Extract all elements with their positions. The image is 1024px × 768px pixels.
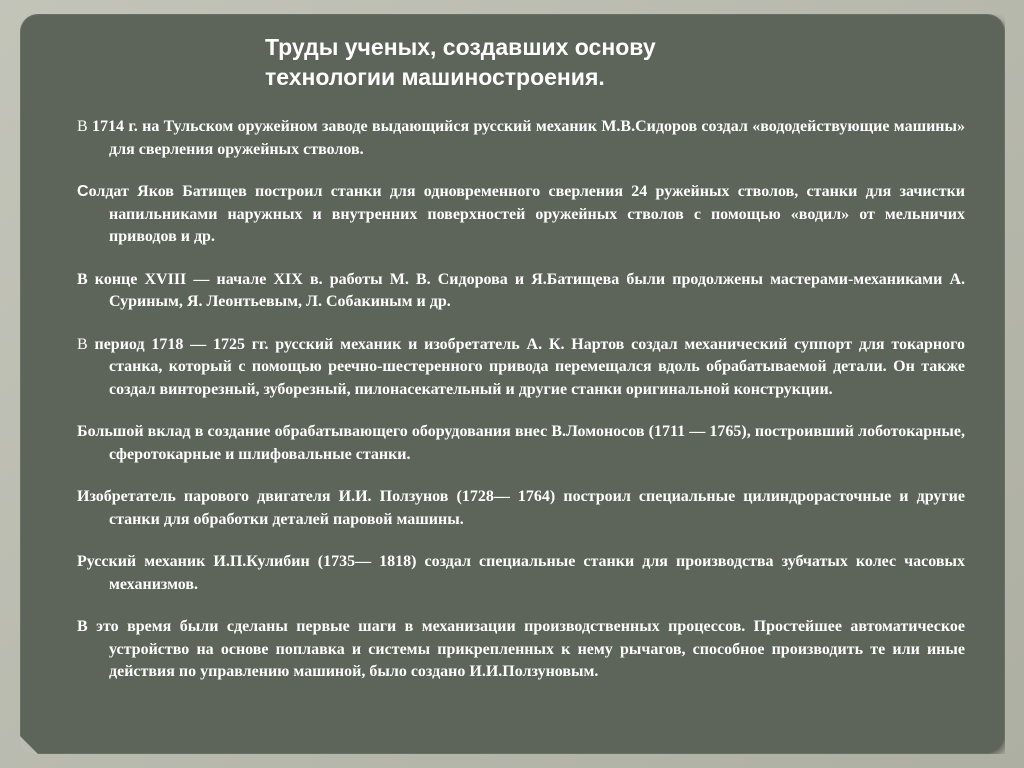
slide-body — [77, 116, 965, 704]
title-line-2: технологии машиностроения. — [265, 64, 605, 90]
paragraph-text: В конце XVIII — начале XIX в. работы М. В. Сидорова и Я.Батищева были продолжены мастерами-механиками А. Суриным, Я. Леонтьевым, Л. Собакиным и др. — [77, 270, 965, 310]
paragraph-masters — [77, 269, 965, 314]
paragraph-polzunov — [77, 486, 965, 531]
paragraph-sidorov — [77, 116, 965, 161]
title-line-1: Труды ученых, создавших основу — [265, 34, 656, 60]
paragraph-text: Изобретатель парового двигателя И.И. Ползунов (1728— 1764) построил специальные цилиндрорасточные и другие станки для обработки деталей паровой машины. — [77, 488, 965, 528]
paragraph-text: олдат Яков Батищев построил станки для одновременного сверления 24 ружейных стволов, станки для зачистки напильниками наружных и внутренних поверхностей оружейных стволов с помощью «водил» от мельничих приводов и др. — [88, 183, 965, 245]
paragraph-text: 1714 г. на Тульском оружейном заводе выдающийся русский механик М.В.Сидоров создал «вододействующие машины» для сверления оружейных стволов. — [87, 118, 965, 158]
paragraph-initial: С — [77, 183, 89, 200]
paragraph-initial: В — [77, 335, 88, 353]
paragraph-lomonosov — [77, 421, 965, 466]
paragraph-text: Большой вклад в создание обрабатывающего оборудования внес В.Ломоносов (1711 — 1765), построивший лоботокарные, сферотокарные и шлифовальные станки. — [77, 423, 965, 463]
paragraph-kulibin — [77, 551, 965, 596]
slide-title — [265, 32, 825, 92]
paragraph-text: Русский механик И.П.Кулибин (1735— 1818) создал специальные станки для производства зубчатых колес часовых механизмов. — [77, 553, 965, 593]
paragraph-batishchev — [77, 181, 965, 249]
paragraph-nartov — [77, 334, 965, 402]
paragraph-text: период 1718 — 1725 гг. русский механик и изобретатель А. К. Нартов создал механический суппорт для токарного станка, который с помощью реечно-шестеренного привода перемещался вдоль обрабатываемой детали. Он также создал винторезный, зуборезный, пилонасекательный и другие станки оригинальной конструкции. — [87, 335, 965, 398]
paragraph-initial: В — [77, 118, 88, 135]
paragraph-mechanization — [77, 616, 965, 684]
paragraph-text: В это время были сделаны первые шаги в механизации производственных процессов. Простейшее автоматическое устройство на основе поплавка и системы прикрепленных к нему рычагов, способное производить те или иные действия по управлению машиной, было создано И.И.Ползуновым. — [77, 618, 965, 680]
